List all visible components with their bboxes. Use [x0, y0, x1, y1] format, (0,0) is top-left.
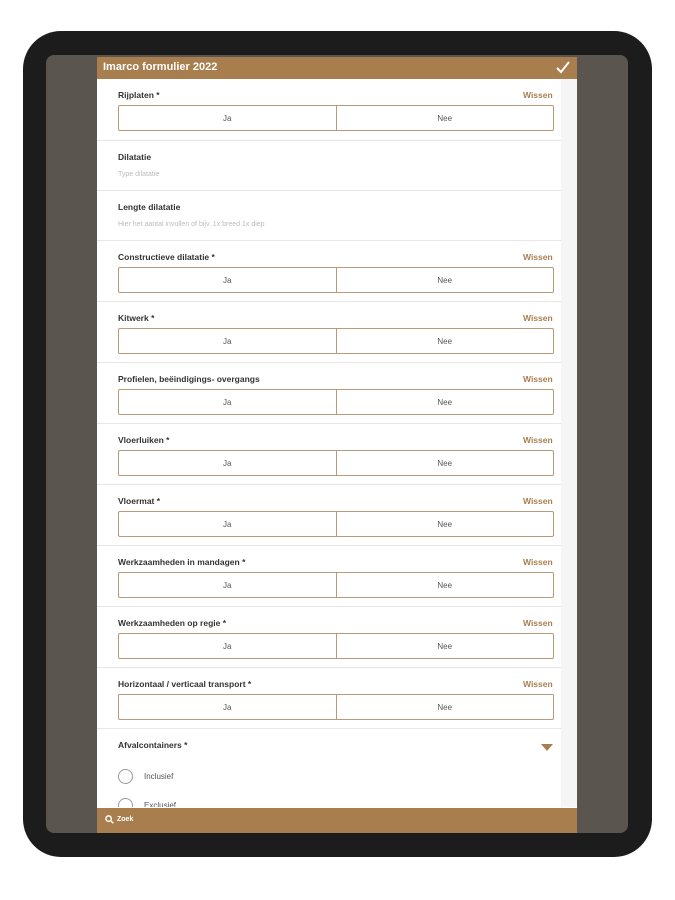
yes-no-toggle	[118, 633, 554, 659]
clear-button[interactable]: Wissen	[523, 557, 553, 567]
option-yes[interactable]: Ja	[223, 275, 232, 285]
option-no[interactable]: Nee	[336, 268, 554, 292]
field-vloermat	[97, 485, 561, 546]
form-panel	[97, 57, 577, 833]
yes-no-toggle	[118, 450, 554, 476]
title-bar	[97, 57, 577, 79]
field-label: Vloermat *	[118, 496, 161, 506]
field-vloerluiken	[97, 424, 561, 485]
clear-button[interactable]: Wissen	[523, 252, 553, 262]
option-yes[interactable]: Ja	[223, 702, 232, 712]
option-yes[interactable]: Ja	[223, 641, 232, 651]
option-no[interactable]: Nee	[336, 695, 554, 719]
radio-label: Exclusief	[144, 801, 177, 807]
search-label: Zoek	[117, 816, 134, 823]
bottom-bar	[97, 808, 577, 833]
clear-button[interactable]: Wissen	[523, 435, 553, 445]
option-yes[interactable]: Ja	[223, 397, 232, 407]
option-yes[interactable]: Ja	[223, 113, 232, 123]
yes-no-toggle	[118, 572, 554, 598]
option-no[interactable]: Nee	[336, 390, 554, 414]
yes-no-toggle	[118, 328, 554, 354]
field-label: Rijplaten *	[118, 90, 160, 100]
clear-button[interactable]: Wissen	[523, 90, 553, 100]
form-content[interactable]	[97, 79, 577, 807]
field-label: Profielen, beëindigings- overgangs	[118, 374, 260, 384]
option-no[interactable]: Nee	[336, 329, 554, 353]
field-label: Horizontaal / verticaal transport *	[118, 679, 252, 689]
field-label: Dilatatie	[118, 152, 152, 162]
radio-option-exclusief[interactable]	[118, 798, 176, 807]
field-label: Werkzaamheden op regie *	[118, 618, 227, 628]
field-label: Constructieve dilatatie *	[118, 252, 215, 262]
field-label: Afvalcontainers *	[118, 740, 188, 750]
option-yes[interactable]: Ja	[223, 519, 232, 529]
option-no[interactable]: Nee	[336, 512, 554, 536]
field-rijplaten	[97, 79, 561, 141]
field-dilatatie[interactable]	[97, 141, 561, 191]
field-lengte-dilatatie[interactable]	[97, 191, 561, 241]
radio-option-inclusief[interactable]	[118, 769, 173, 784]
option-yes[interactable]: Ja	[223, 580, 232, 590]
search-icon	[105, 815, 114, 824]
clear-button[interactable]: Wissen	[523, 496, 553, 506]
field-label: Lengte dilatatie	[118, 202, 181, 212]
yes-no-toggle	[118, 511, 554, 537]
field-transport	[97, 668, 561, 729]
clear-button[interactable]: Wissen	[523, 618, 553, 628]
field-constructieve-dilatatie	[97, 241, 561, 302]
text-input-placeholder[interactable]: Hier het aantal invullen of bijv. 1x breed 1x diep	[118, 221, 265, 228]
option-no[interactable]: Nee	[336, 106, 554, 130]
radio-button[interactable]	[118, 798, 133, 807]
field-label: Werkzaamheden in mandagen *	[118, 557, 246, 567]
caret-down-icon[interactable]	[541, 744, 553, 751]
right-gutter	[561, 79, 577, 807]
option-no[interactable]: Nee	[336, 634, 554, 658]
field-werkzaamheden-regie	[97, 607, 561, 668]
radio-label: Inclusief	[144, 772, 174, 781]
clear-button[interactable]: Wissen	[523, 374, 553, 384]
field-label: Vloerluiken *	[118, 435, 170, 445]
field-label: Kitwerk *	[118, 313, 155, 323]
form-title: Imarco formulier 2022	[103, 61, 218, 73]
field-afvalcontainers	[97, 729, 561, 807]
field-kitwerk	[97, 302, 561, 363]
radio-button[interactable]	[118, 769, 133, 784]
yes-no-toggle	[118, 105, 554, 131]
text-input-placeholder[interactable]: Type dilatatie	[118, 171, 160, 178]
option-yes[interactable]: Ja	[223, 336, 232, 346]
option-no[interactable]: Nee	[336, 451, 554, 475]
option-yes[interactable]: Ja	[223, 458, 232, 468]
yes-no-toggle	[118, 389, 554, 415]
option-no[interactable]: Nee	[336, 573, 554, 597]
field-profielen	[97, 363, 561, 424]
yes-no-toggle	[118, 267, 554, 293]
field-werkzaamheden-mandagen	[97, 546, 561, 607]
search-button[interactable]	[105, 815, 133, 824]
clear-button[interactable]: Wissen	[523, 313, 553, 323]
checkmark-icon[interactable]	[555, 58, 571, 76]
clear-button[interactable]: Wissen	[523, 679, 553, 689]
yes-no-toggle	[118, 694, 554, 720]
